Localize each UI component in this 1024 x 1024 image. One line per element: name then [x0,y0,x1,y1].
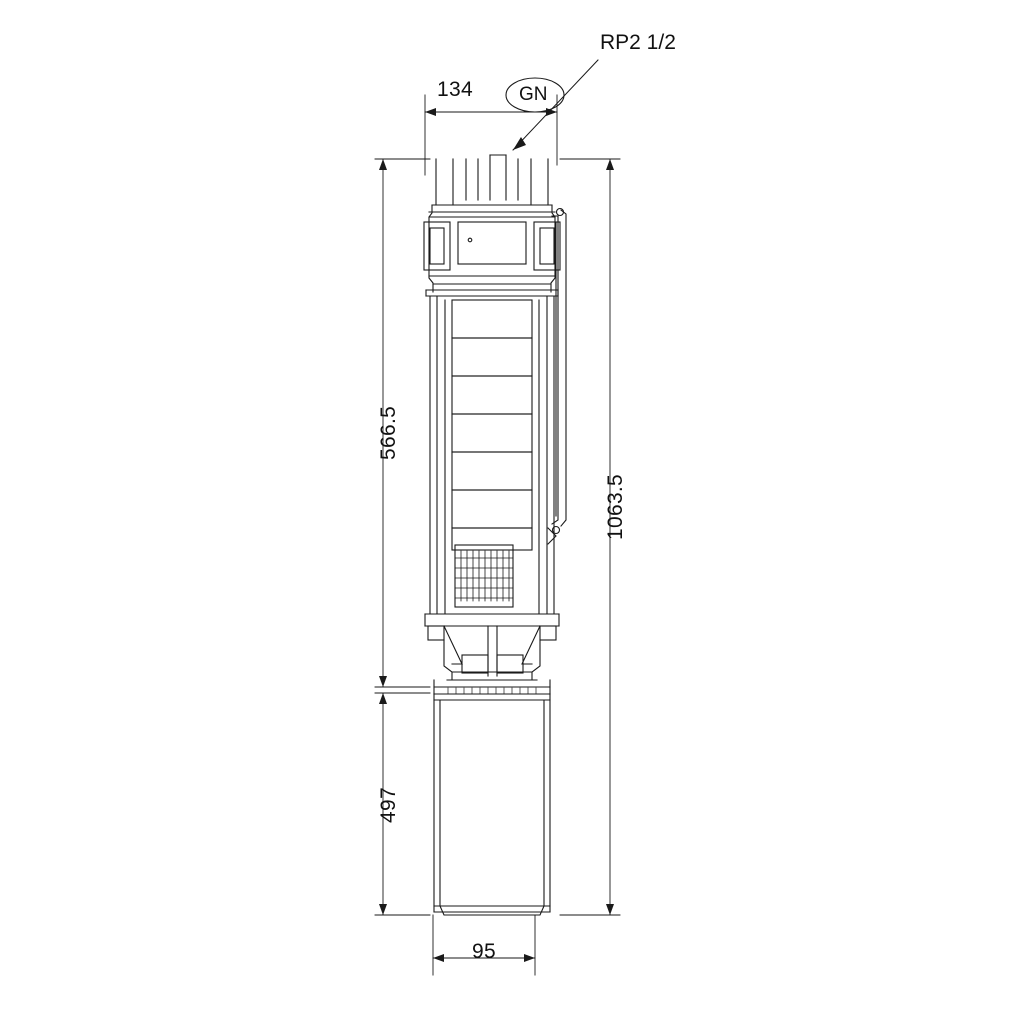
pump-geometry [424,155,566,915]
dimension-label-566-5: 566.5 [377,405,400,460]
dimension-label-95: 95 [472,940,496,963]
dimension-label-134: 134 [437,78,473,101]
dimension-label-1063-5: 1063.5 [604,473,627,540]
callout-label-rp2: RP2 1/2 [600,31,676,54]
dimension-label-497: 497 [377,787,400,823]
dimension-134 [425,95,557,175]
balloon-label-gn: GN [519,84,548,105]
